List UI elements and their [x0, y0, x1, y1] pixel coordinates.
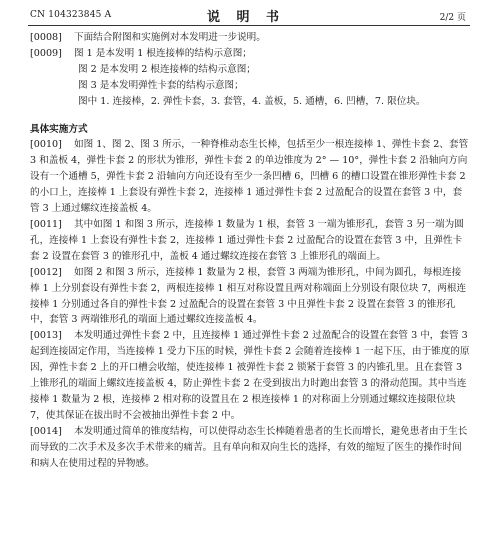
document-body [30, 30, 470, 471]
paragraph-text: 下面结合附图和实施例对本发明进一步说明。 [74, 32, 266, 43]
paragraph-number: [0009] [30, 47, 62, 59]
figure-legend: 图中 1. 连接棒，2. 弹性卡套，3. 套管，4. 盖板，5. 通槽，6. 凹槽，7. 限位块。 [78, 95, 426, 107]
paragraph-text: 图 1 是本发明 1 根连接棒的结构示意图； [74, 47, 252, 59]
header-divider [28, 25, 470, 26]
paragraph-0011 [30, 217, 470, 265]
paragraph-0008 [30, 30, 470, 46]
figure-description: 图 3 是本发明弹性卡套的结构示意图； [78, 79, 244, 91]
paragraph-text: 本发明通过弹性卡套 2 中，且连接棒 1 通过弹性卡套 2 过盈配合的设置在套管 3 中，套管 3 起到连接固定作用，当连接棒 1 受力下压的时候，弹性卡套 2 会随着连接棒 1 一起下压，由于锥度的原因，弹性卡套 2 上的开口槽会收缩，使连接棒 1 被弹性卡套 2 锁紧于套管 3 的内锥孔里。且在套管 3 上锥形孔的端面上螺纹连接盖板 4，防止弹性卡套 2 在受到拔出力时跑出套管 3 的滑动范围。其中当连接棒 1 数量为 2 根，连接棒 2 相对称的设置且在 2 根连接棒 1 的对称面上分别通过螺纹连接限位块 7，使其保证在拔出时不会被抽出弹性卡套 2 中。 [30, 330, 470, 421]
paragraph-number: [0012] [30, 266, 62, 278]
paragraph-number: [0008] [30, 32, 62, 43]
paragraph-0013 [30, 328, 470, 423]
paragraph-number: [0014] [30, 425, 62, 437]
paragraph-number: [0011] [30, 218, 62, 230]
section-title: 具体实施方式 [30, 123, 88, 135]
paragraph-0012 [30, 265, 470, 329]
paragraph-text: 本发明通过简单的锥度结构，可以使得动态生长棒随着患者的生长而增长，避免患者由于生长而导致的二次手术及多次手术带来的痛苦。且有单向和双向生长的选择，有效的缩短了医生的操作时间和病人在使用过程的异物感。 [30, 425, 468, 469]
paragraph-0010 [30, 137, 470, 217]
paragraph-text: 如图 2 和图 3 所示，连接棒 1 数量为 2 根，套管 3 两端为锥形孔，中间为圆孔，每根连接棒 1 上分别套设有弹性卡套 2，两根连接棒 1 相互对称设置且两对称端面上分别设有限位块 7，两根连接棒 1 分别通过各自的弹性卡套 2 过盈配合的设置在套管 3 中且弹性卡套 2 设置在套管 3 的锥形孔中，套管 3 两端锥形孔的端面上通过螺纹连接盖板 4。 [30, 266, 467, 326]
paragraph-text: 如图 1、图 2、图 3 所示，一种脊椎动态生长棒，包括至少一根连接棒 1、弹性卡套 2、套管 3 和盖板 4，弹性卡套 2 的形状为锥形，弹性卡套 2 的单边锥度为 2° — 10°，弹性卡套 2 沿轴向方向设有一个通槽 5，弹性卡套 2 沿轴向方向还设有至少一条凹槽 6，凹槽 6 的槽口设置在锥形弹性卡套 2 的小口上，连接棒 1 上套设有弹性卡套 2，连接棒 1 通过弹性卡套 2 过盈配合的设置在套管 3 中，套管 3 上通过螺纹连接盖板 4。 [30, 139, 469, 215]
paragraph-number: [0010] [30, 139, 62, 151]
paragraph-0014 [30, 424, 470, 472]
paragraph-number: [0013] [30, 330, 62, 342]
figure-description: 图 2 是本发明 2 根连接棒的结构示意图； [78, 63, 256, 75]
document-title: 说 明 书 [206, 10, 286, 25]
page-header [0, 0, 492, 26]
publication-number: CN 104323845 A [30, 10, 112, 20]
paragraph-0009 [30, 46, 470, 62]
paragraph-text: 其中如图 1 和图 3 所示，连接棒 1 数量为 1 根，套管 3 一端为锥形孔，套管 3 另一端为圆孔，连接棒 1 上套设有弹性卡套 2，连接棒 1 通过弹性卡套 2 过盈配合的设置在套管 3 中，且弹性卡套 2 设置在套管 3 的锥形孔中，盖板 4 通过螺纹连接在套管 3 上锥形孔的端面上。 [30, 218, 464, 262]
page-number: 2/2 页 [439, 13, 466, 23]
